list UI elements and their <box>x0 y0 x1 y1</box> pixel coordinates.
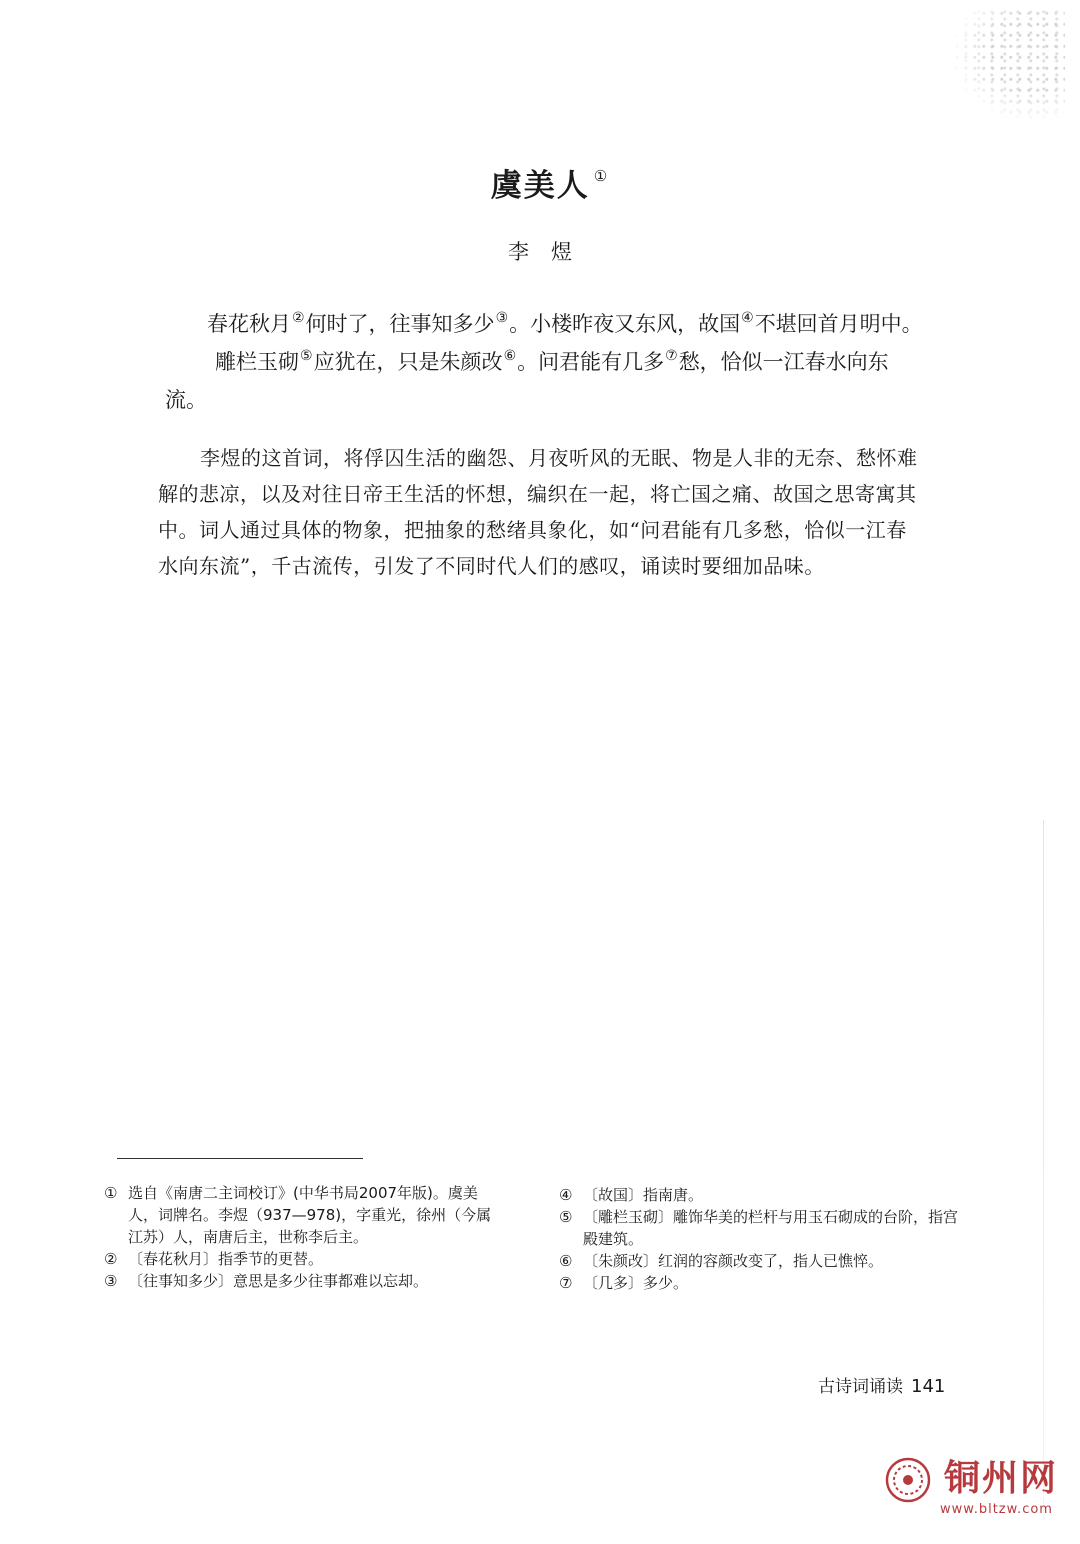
footnote-text: 〔往事知多少〕意思是多少往事都难以忘却。 <box>128 1272 429 1290</box>
footnote-text: 〔春花秋月〕指季节的更替。 <box>128 1250 324 1268</box>
page-footer <box>818 1372 945 1397</box>
footnote-item <box>104 1248 504 1270</box>
title-footnote-mark: ① <box>593 167 610 185</box>
footnote-number: ① <box>104 1184 118 1202</box>
footnote-ref-4: ④ <box>741 310 754 326</box>
watermark-seal-icon <box>884 1456 932 1504</box>
footnotes-left-column <box>104 1182 504 1292</box>
poem-text: 雕栏玉砌 <box>215 350 299 374</box>
footnote-text: 〔朱颜改〕红润的容颜改变了，指人已憔悴。 <box>583 1252 884 1270</box>
footnote-item <box>104 1182 504 1248</box>
page-edge-shadow <box>1043 820 1044 1520</box>
section-name: 古诗词诵读 <box>818 1377 903 1397</box>
footnote-item <box>559 1250 959 1272</box>
poem-author: 李煜 <box>508 240 594 264</box>
poem-text: 何时了，往事知多少 <box>305 312 495 336</box>
footnote-number: ④ <box>559 1186 573 1204</box>
poem-text: 愁，恰似一江春水向东流。 <box>165 350 889 412</box>
poem-text: 。问君能有几多 <box>517 350 665 374</box>
poem-text: 不堪回首月明中。 <box>754 312 923 336</box>
poem-title-text: 虞美人 <box>490 168 590 204</box>
watermark-url: www.bltzw.com <box>940 1502 1053 1517</box>
footnote-ref-2: ② <box>292 310 305 326</box>
site-watermark <box>882 1450 1072 1532</box>
page-number: 141 <box>911 1376 946 1397</box>
footnote-number: ⑦ <box>559 1274 573 1292</box>
footnote-ref-7: ⑦ <box>665 348 678 364</box>
footnote-text: 〔雕栏玉砌〕雕饰华美的栏杆与用玉石砌成的台阶，指宫殿建筑。 <box>583 1208 959 1248</box>
poem-text: 应犹在，只是朱颜改 <box>313 350 503 374</box>
title-block <box>0 160 1080 205</box>
footnote-number: ③ <box>104 1272 118 1290</box>
footnotes-right-column <box>559 1184 959 1294</box>
footnote-text: 〔故国〕指南唐。 <box>583 1186 704 1204</box>
poem-text: 春花秋月 <box>207 312 291 336</box>
footnote-item <box>559 1272 959 1294</box>
footnote-number: ⑥ <box>559 1252 573 1270</box>
footnote-ref-6: ⑥ <box>503 348 517 364</box>
footnote-ref-3: ③ <box>495 310 509 326</box>
footnote-number: ② <box>104 1250 118 1268</box>
poem-body <box>165 307 923 418</box>
footnote-divider <box>117 1158 363 1159</box>
poem-text: 。小楼昨夜又东风，故国 <box>509 312 741 336</box>
footnote-text: 选自《南唐二主词校订》(中华书局2007年版)。虞美人，词牌名。李煜（937—978)，字重光，徐州（今属江苏）人，南唐后主，世称李后主。 <box>128 1184 492 1246</box>
footnote-item <box>559 1206 959 1250</box>
footnote-text: 〔几多〕多少。 <box>583 1274 689 1292</box>
footnote-number: ⑤ <box>559 1208 573 1226</box>
footnote-item <box>559 1184 959 1206</box>
footnote-item <box>104 1270 504 1292</box>
poem-title <box>491 168 609 204</box>
footnote-ref-5: ⑤ <box>300 348 313 364</box>
watermark-name: 铜州网 <box>944 1457 1059 1499</box>
commentary-paragraph: 李煜的这首词，将俘囚生活的幽怨、月夜听风的无眠、物是人非的无奈、愁怀难解的悲凉，以及对往日帝王生活的怀想，编织在一起，将亡国之痛、故国之思寄寓其中。词人通过具体的物象，把抽象的愁绪具象化，如“问君能有几多愁，恰似一江春水向东流”，千古流传，引发了不同时代人们的感叹，诵读时要细加品味。 <box>158 446 918 578</box>
scan-speckle <box>955 10 1065 120</box>
